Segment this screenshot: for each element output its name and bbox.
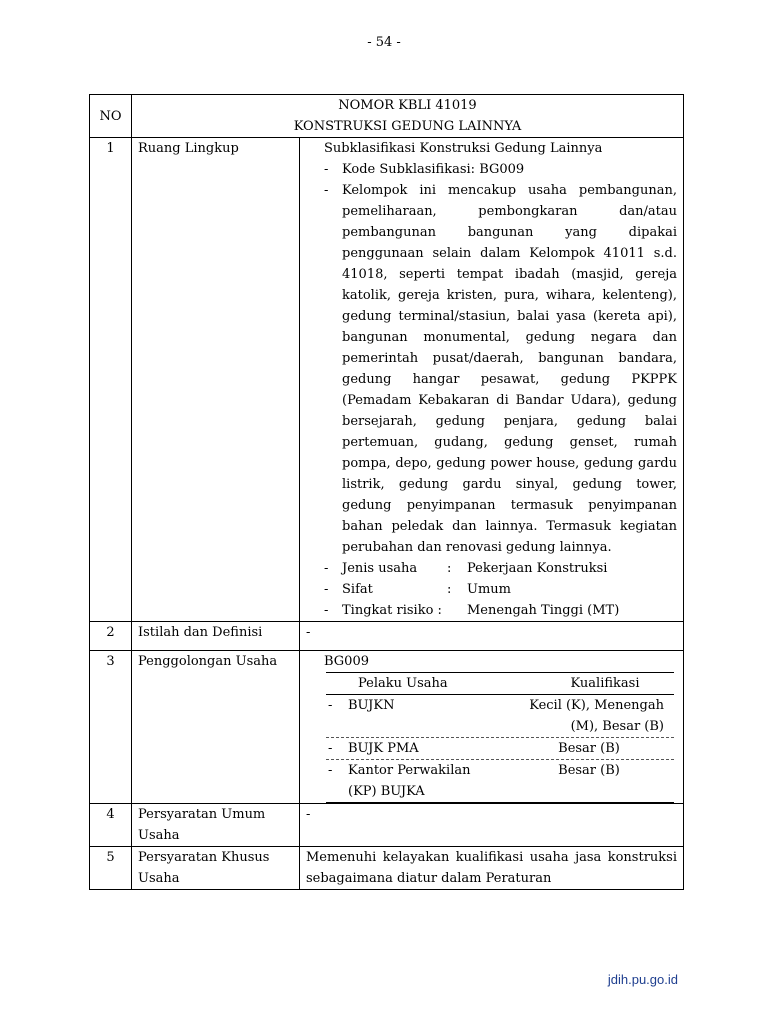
header-title-line1: NOMOR KBLI 41019 (338, 98, 477, 113)
col-pelaku-usaha: Pelaku Usaha (358, 676, 448, 691)
jenis-usaha-value: Pekerjaan Konstruksi (467, 561, 608, 576)
row-value: - (300, 804, 684, 847)
penggolongan-row (326, 738, 674, 760)
row-number: 5 (90, 847, 132, 890)
penggolongan-content (300, 651, 684, 804)
row-number: 2 (90, 622, 132, 651)
page-number: - 54 - (367, 35, 401, 50)
list-item (306, 600, 677, 621)
dash-bullet: - (328, 741, 333, 756)
row-number: 3 (90, 651, 132, 804)
penggolongan-code: BG009 (324, 654, 369, 669)
kualifikasi: Besar (B) (558, 741, 620, 756)
tingkat-risiko-value: Menengah Tinggi (MT) (467, 603, 620, 618)
penggolongan-header (326, 672, 674, 695)
dash-bullet: - (324, 183, 329, 198)
row-label: Persyaratan Umum Usaha (132, 804, 300, 847)
tingkat-risiko-label: Tingkat risiko : (342, 603, 442, 618)
header-no: NO (90, 95, 132, 138)
kualifikasi: Besar (B) (558, 763, 620, 778)
pelaku-usaha: BUJKN (348, 698, 395, 713)
row-label: Ruang Lingkup (132, 138, 300, 622)
row-label: Penggolongan Usaha (132, 651, 300, 804)
kelompok-description: Kelompok ini mencakup usaha pembangunan, pemeliharaan, pembongkaran dan/atau pembangunan bangunan yang dipakai penggunaan selain dalam Kelompok 41011 s.d. 41018, seperti tempat ibadah (masjid, gereja katolik, gereja kristen, pura, wihara, kelenteng), gedung terminal/stasiun, balai yasa (kereta api), bangunan monumental, gedung negara dan pemerintah pusat/daerah, bangunan bandara, gedung hangar pesawat, gedung PKPPK (Pemadam Kebakaran di Bandar Udara), gedung bersejarah, gedung penjara, gedung balai pertemuan, gudang, gedung genset, rumah pompa, depo, gedung power house, gedung gardu listrik, gedung gardu sinyal, gedung tower, gedung penyimpanan termasuk penyimpanan bahan peledak dan lainnya. Termasuk kegiatan perubahan dan renovasi gedung lainnya. (342, 183, 677, 555)
table-row (90, 651, 684, 804)
kbli-table (89, 94, 684, 890)
kualifikasi: Kecil (K), Menengah (M), Besar (B) (529, 698, 664, 734)
jenis-usaha-label: Jenis usaha (342, 561, 418, 576)
subklasifikasi-title: Subklasifikasi Konstruksi Gedung Lainnya (324, 141, 603, 156)
dash-bullet: - (324, 603, 329, 618)
ruang-lingkup-content (300, 138, 684, 622)
table-row (90, 847, 684, 890)
colon: : (447, 561, 452, 576)
dash-bullet: - (324, 561, 329, 576)
sifat-value: Umum (467, 582, 511, 597)
colon: : (447, 582, 452, 597)
dash-bullet: - (324, 582, 329, 597)
dash-bullet: - (324, 162, 329, 177)
dash-bullet: - (328, 698, 333, 713)
row-number: 4 (90, 804, 132, 847)
dash-bullet: - (328, 763, 333, 778)
table-row (90, 138, 684, 622)
header-title-line2: KONSTRUKSI GEDUNG LAINNYA (293, 119, 522, 134)
footer-source-link[interactable]: jdih.pu.go.id (607, 972, 678, 987)
list-item (306, 180, 677, 558)
list-item (306, 558, 677, 579)
list-item (306, 159, 677, 180)
table-row (90, 804, 684, 847)
penggolongan-table (326, 672, 674, 803)
table-row (90, 622, 684, 651)
list-item (306, 579, 677, 600)
row-number: 1 (90, 138, 132, 622)
table-header-row (90, 95, 684, 138)
pelaku-usaha: BUJK PMA (348, 741, 419, 756)
pelaku-usaha: Kantor Perwakilan (KP) BUJKA (348, 763, 471, 799)
penggolongan-row (326, 695, 674, 738)
header-title (132, 95, 684, 138)
col-kualifikasi: Kualifikasi (570, 676, 640, 691)
row-value: - (300, 622, 684, 651)
row-label: Persyaratan Khusus Usaha (132, 847, 300, 890)
penggolongan-row (326, 760, 674, 803)
row-label: Istilah dan Definisi (132, 622, 300, 651)
kode-subklasifikasi: Kode Subklasifikasi: BG009 (342, 162, 525, 177)
row-value: Memenuhi kelayakan kualifikasi usaha jasa konstruksi sebagaimana diatur dalam Peraturan (300, 847, 684, 890)
sifat-label: Sifat (342, 582, 373, 597)
